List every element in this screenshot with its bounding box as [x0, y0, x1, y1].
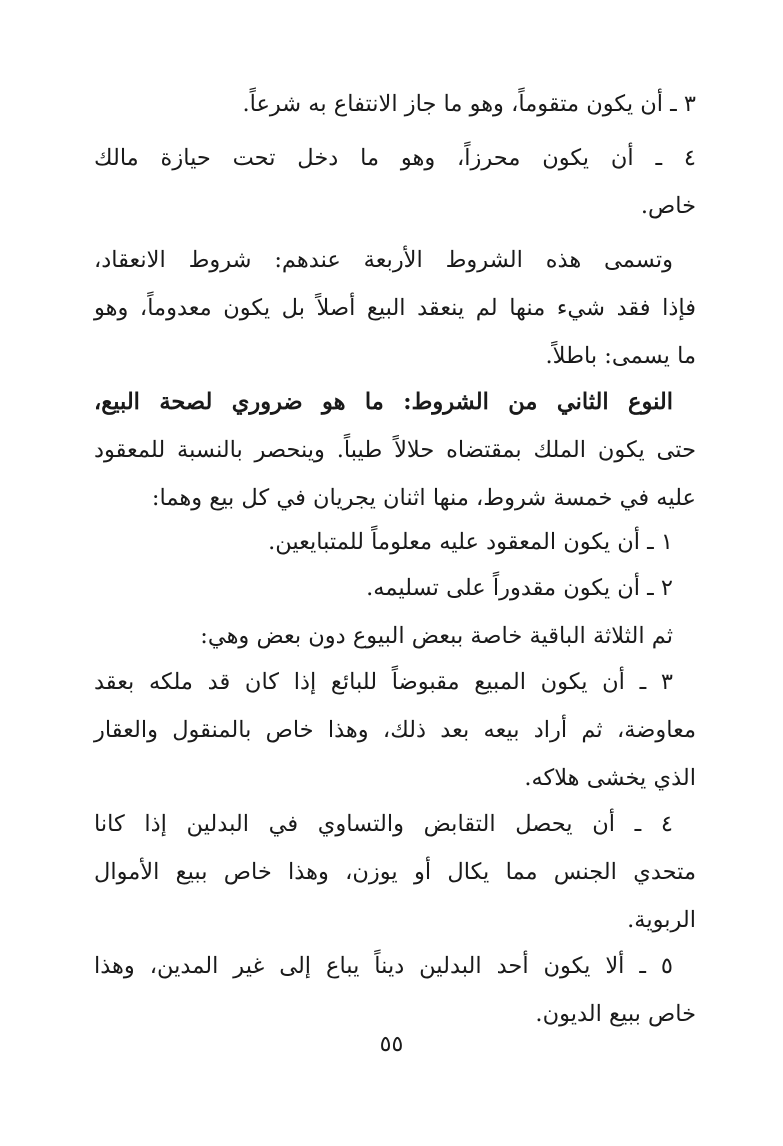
list-item-5-debt-line-1: ٥ ـ ألا يكون أحد البدلين ديناً يباع إلى غير المدين، وهذا: [94, 953, 673, 979]
section-heading-second-type: النوع الثاني من الشروط: ما هو ضروري لصحة البيع،: [94, 389, 673, 415]
paragraph-validity-line-1: حتى يكون الملك بمقتضاه حلالاً طيباً. وينحصر بالنسبة للمعقود: [94, 437, 696, 463]
list-item-3-possessed-line-3: الذي يخشى هلاكه.: [524, 765, 696, 791]
list-item-3-possessed-line-2: معاوضة، ثم أراد بيعه بعد ذلك، وهذا خاص بالمنقول والعقار: [94, 717, 696, 743]
list-item-5-debt-line-2: خاص ببيع الديون.: [535, 1001, 696, 1027]
list-item-4-muhraz-line-1: ٤ ـ أن يكون محرزاً، وهو ما دخل تحت حيازة مالك: [94, 145, 696, 171]
list-item-4-exchange-line-3: الربوية.: [627, 907, 696, 933]
paragraph-remaining-three: ثم الثلاثة الباقية خاصة ببعض البيوع دون بعض وهي:: [200, 623, 673, 649]
list-item-4-exchange-line-1: ٤ ـ أن يحصل التقابض والتساوي في البدلين إذا كانا: [94, 811, 673, 837]
list-item-2-deliverable: ٢ ـ أن يكون مقدوراً على تسليمه.: [366, 575, 673, 601]
paragraph-validity-line-2: عليه في خمسة شروط، منها اثنان يجريان في كل بيع وهما:: [151, 485, 696, 511]
list-item-4-muhraz-line-2: خاص.: [640, 193, 696, 219]
paragraph-conditions-line-1: وتسمى هذه الشروط الأربعة عندهم: شروط الانعقاد،: [94, 247, 673, 273]
paragraph-conditions-line-2: فإذا فقد شيء منها لم ينعقد البيع أصلاً بل يكون معدوماً، وهو: [94, 295, 696, 321]
list-item-3-mutaqawwim: ٣ ـ أن يكون متقوماً، وهو ما جاز الانتفاع به شرعاً.: [242, 91, 696, 117]
list-item-3-possessed-line-1: ٣ ـ أن يكون المبيع مقبوضاً للبائع إذا كان قد ملكه بعقد: [94, 669, 673, 695]
page-number: ٥٥: [379, 1032, 404, 1057]
list-item-1-known: ١ ـ أن يكون المعقود عليه معلوماً للمتبايعين.: [268, 529, 673, 555]
list-item-4-exchange-line-2: متحدي الجنس مما يكال أو يوزن، وهذا خاص ببيع الأموال: [94, 859, 696, 885]
paragraph-conditions-line-3: ما يسمى: باطلاً.: [545, 343, 696, 369]
